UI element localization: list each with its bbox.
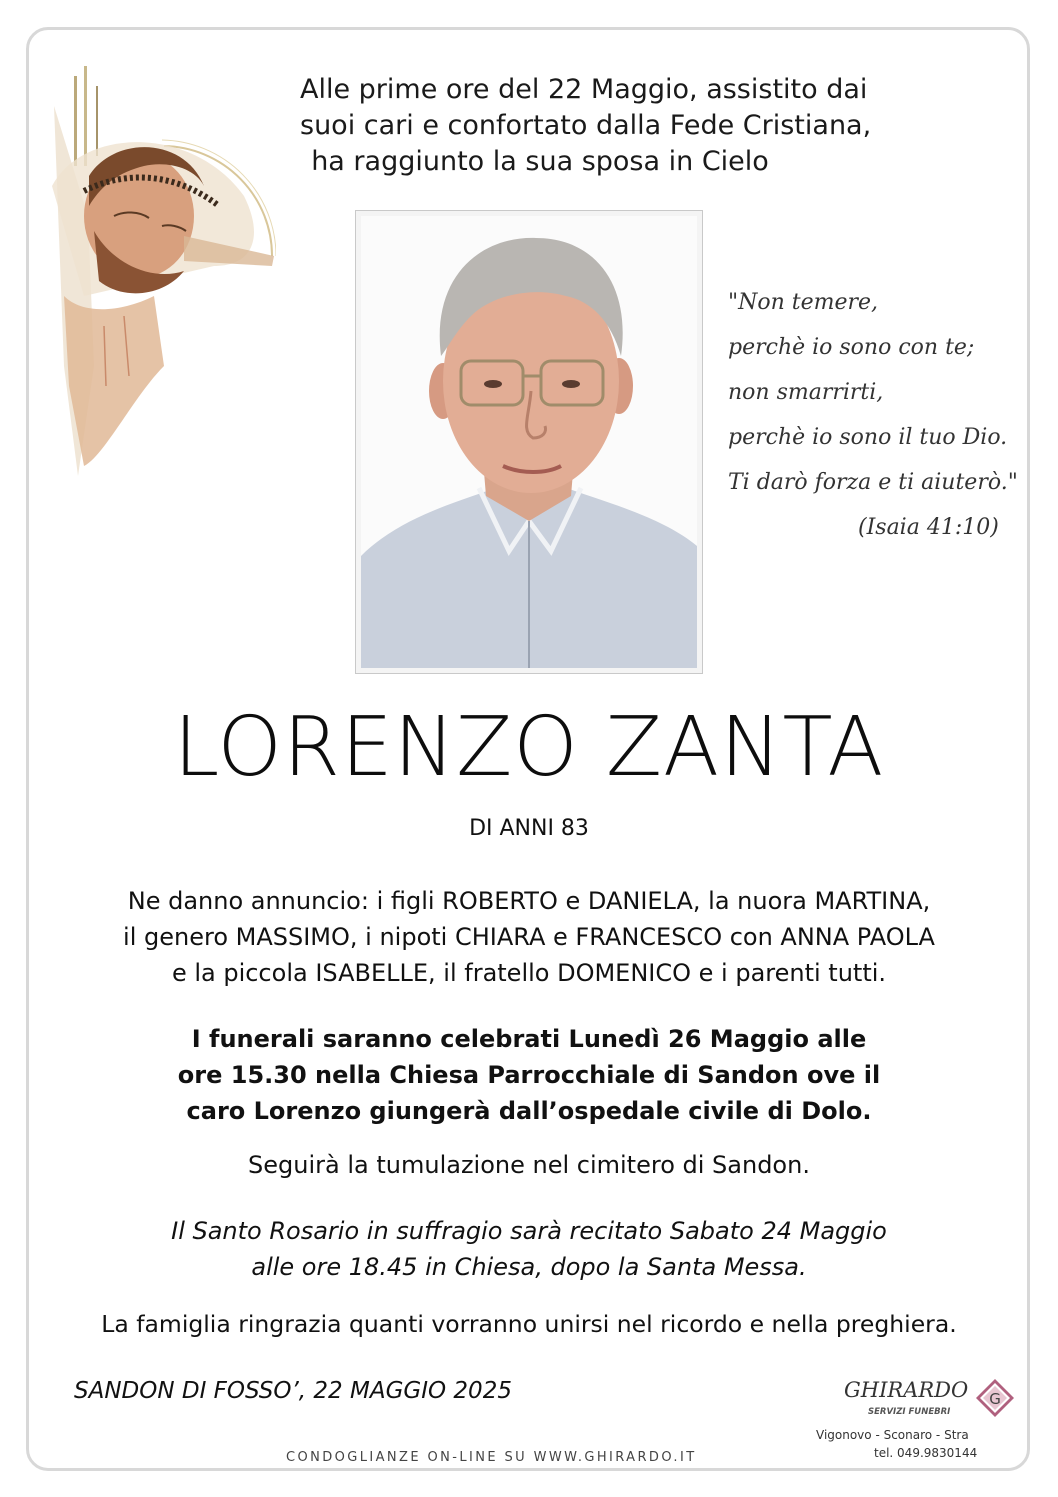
funeral-line: caro Lorenzo giungerà dall’ospedale civile di Dolo. — [186, 1097, 872, 1125]
funeral-home-subtitle: SERVIZI FUNEBRI — [868, 1407, 951, 1417]
quote-line: perchè io sono con te; — [728, 335, 975, 360]
family-thanks: La famiglia ringrazia quanti vorranno unirsi nel ricordo e nella preghiera. — [101, 1310, 957, 1338]
place-date: SANDON DI FOSSO’, 22 MAGGIO 2025 — [74, 1378, 512, 1404]
rosary-line: Il Santo Rosario in suffragio sarà recitato Sabato 24 Maggio — [171, 1217, 887, 1245]
diamond-logo-icon — [975, 1378, 1015, 1418]
intro-line: ha raggiunto la sua sposa in Cielo — [311, 146, 769, 177]
rosary-info — [0, 1213, 1058, 1285]
quote-line: "Non temere, — [728, 290, 879, 315]
quote-line: Ti darò forza e ti aiuterò." — [728, 470, 1018, 495]
family-announcement — [50, 883, 1008, 991]
deceased-age: DI ANNI 83 — [469, 816, 589, 841]
portrait-photo — [361, 216, 697, 668]
logo-letter: G — [989, 1390, 1001, 1408]
deceased-name: LORENZO ZANTA — [173, 700, 885, 795]
funeral-home-locations: Vigonovo - Sconaro - Stra — [816, 1428, 969, 1442]
funeral-home-phone: tel. 049.9830144 — [874, 1446, 978, 1460]
portrait-illustration — [361, 216, 697, 668]
intro-line: suoi cari e confortato dalla Fede Cristiana, — [300, 110, 872, 141]
rosary-line: alle ore 18.45 in Chiesa, dopo la Santa Messa. — [251, 1253, 807, 1281]
intro-line: Alle prime ore del 22 Maggio, assistito dai — [300, 74, 868, 105]
condolences-link[interactable]: CONDOGLIANZE ON-LINE SU WWW.GHIRARDO.IT — [286, 1450, 697, 1465]
announcement-line: e la piccola ISABELLE, il fratello DOMENICO e i parenti tutti. — [171, 959, 887, 987]
burial-info: Seguirà la tumulazione nel cimitero di Sandon. — [248, 1151, 810, 1179]
funeral-line: I funerali saranno celebrati Lunedì 26 Maggio alle — [191, 1025, 867, 1053]
funeral-home-name: GHIRARDO — [844, 1378, 969, 1402]
announcement-line: Ne danno annuncio: i figli ROBERTO e DANIELA, la nuora MARTINA, — [127, 887, 931, 915]
bible-quote — [728, 280, 1028, 550]
portrait-frame — [355, 210, 703, 674]
quote-line: perchè io sono il tuo Dio. — [728, 425, 1008, 450]
funeral-home-logo — [816, 1376, 1028, 1466]
quote-reference: (Isaia 41:10) — [858, 515, 999, 540]
crucifix-icon — [44, 66, 276, 478]
quote-line: non smarrirti, — [728, 380, 884, 405]
intro-text — [300, 72, 872, 180]
announcement-line: il genero MASSIMO, i nipoti CHIARA e FRANCESCO con ANNA PAOLA — [123, 923, 935, 951]
funeral-details — [50, 1021, 1008, 1129]
funeral-line: ore 15.30 nella Chiesa Parrocchiale di Sandon ove il — [177, 1061, 881, 1089]
